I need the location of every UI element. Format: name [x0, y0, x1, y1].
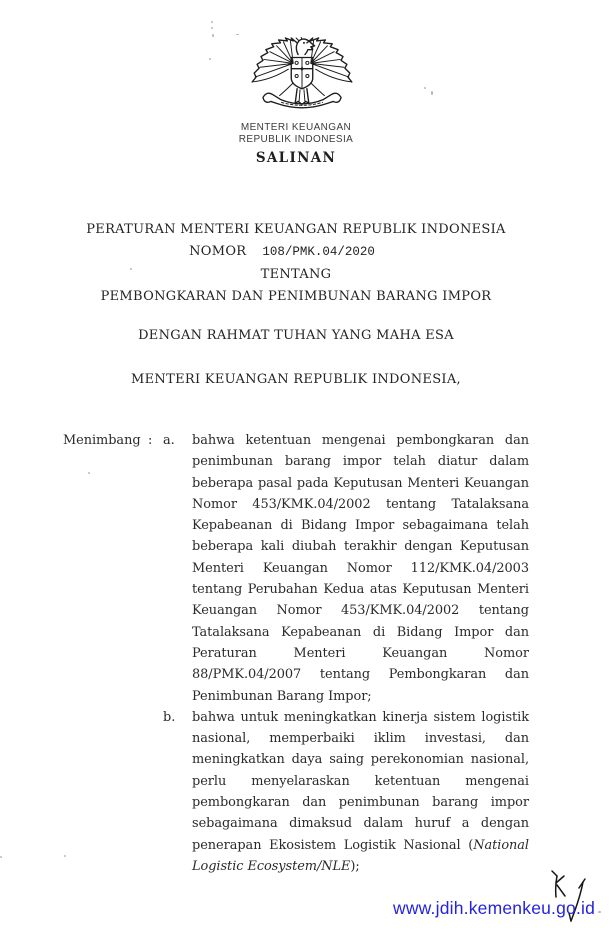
tentang-label: TENTANG	[260, 267, 332, 282]
letterhead-ministry-line2: REPUBLIK INDONESIA	[238, 134, 354, 145]
item-text: bahwa ketentuan mengenai pembongkaran dan penimbunan barang impor telah diatur dalam beberapa pasal pada Keputusan Menteri Keuangan Nomor 453/KMK.04/2002 tentang Tatalaksana Kepabeanan di Bidang Impor sebagaimana telah beberapa kali diubah terakhir dengan Keputusan Menteri Keuangan Nomor 112/KMK.04/2003 tentang Perubahan Kedua atas Keputusan Menteri Keuangan Nomor 453/KMK.04/2002 tentang Tatalaksana Kepabeanan di Bidang Impor dan Peraturan Menteri Keuangan Nomor 88/PMK.04/2007 tentang Pembongkaran dan Penimbunan Barang Impor;	[192, 433, 529, 704]
nomor-value: 108/PMK.04/2020	[262, 245, 375, 259]
considering-item-b	[163, 707, 529, 877]
invocation-line: DENGAN RAHMAT TUHAN YANG MAHA ESA	[138, 328, 454, 343]
considering-label: Menimbang	[63, 433, 141, 448]
copy-label: SALINAN	[255, 150, 337, 166]
considering-item-a	[163, 430, 529, 707]
garuda-pancasila-svg	[250, 37, 354, 119]
item-text-plain-end: );	[350, 858, 360, 874]
item-marker: a.	[163, 433, 175, 448]
authority-line: MENTERI KEUANGAN REPUBLIK INDONESIA,	[131, 372, 461, 387]
letterhead-ministry-line1: MENTERI KEUANGAN	[240, 122, 352, 133]
regulation-title-line: PERATURAN MENTERI KEUANGAN REPUBLIK INDONESIA	[86, 222, 506, 237]
considering-separator: :	[148, 433, 153, 448]
considering-items	[163, 430, 529, 877]
garuda-pancasila-icon	[250, 37, 354, 119]
item-text-plain: bahwa untuk meningkatkan kinerja sistem logistik nasional, memperbaiki iklim investasi, dan meningkatkan daya saing perekonomian nasional, perlu menyelaraskan ketentuan mengenai pembongkaran dan penimbunan barang impor sebagaimana dimaksud dalam huruf a dengan penerapan Ekosistem Logistik Nasional (	[192, 709, 529, 853]
item-text-italic: National Logistic Ecosystem/NLE	[192, 837, 529, 874]
considering-section	[63, 430, 529, 877]
regulation-number-line	[0, 244, 578, 259]
nomor-label: NOMOR	[189, 244, 247, 259]
item-text	[192, 707, 529, 877]
item-marker: b.	[163, 709, 176, 725]
regulation-subject: PEMBONGKARAN DAN PENIMBUNAN BARANG IMPOR	[100, 289, 492, 304]
jdih-watermark-link[interactable]: www.jdih.kemenkeu.go.id	[393, 898, 596, 918]
